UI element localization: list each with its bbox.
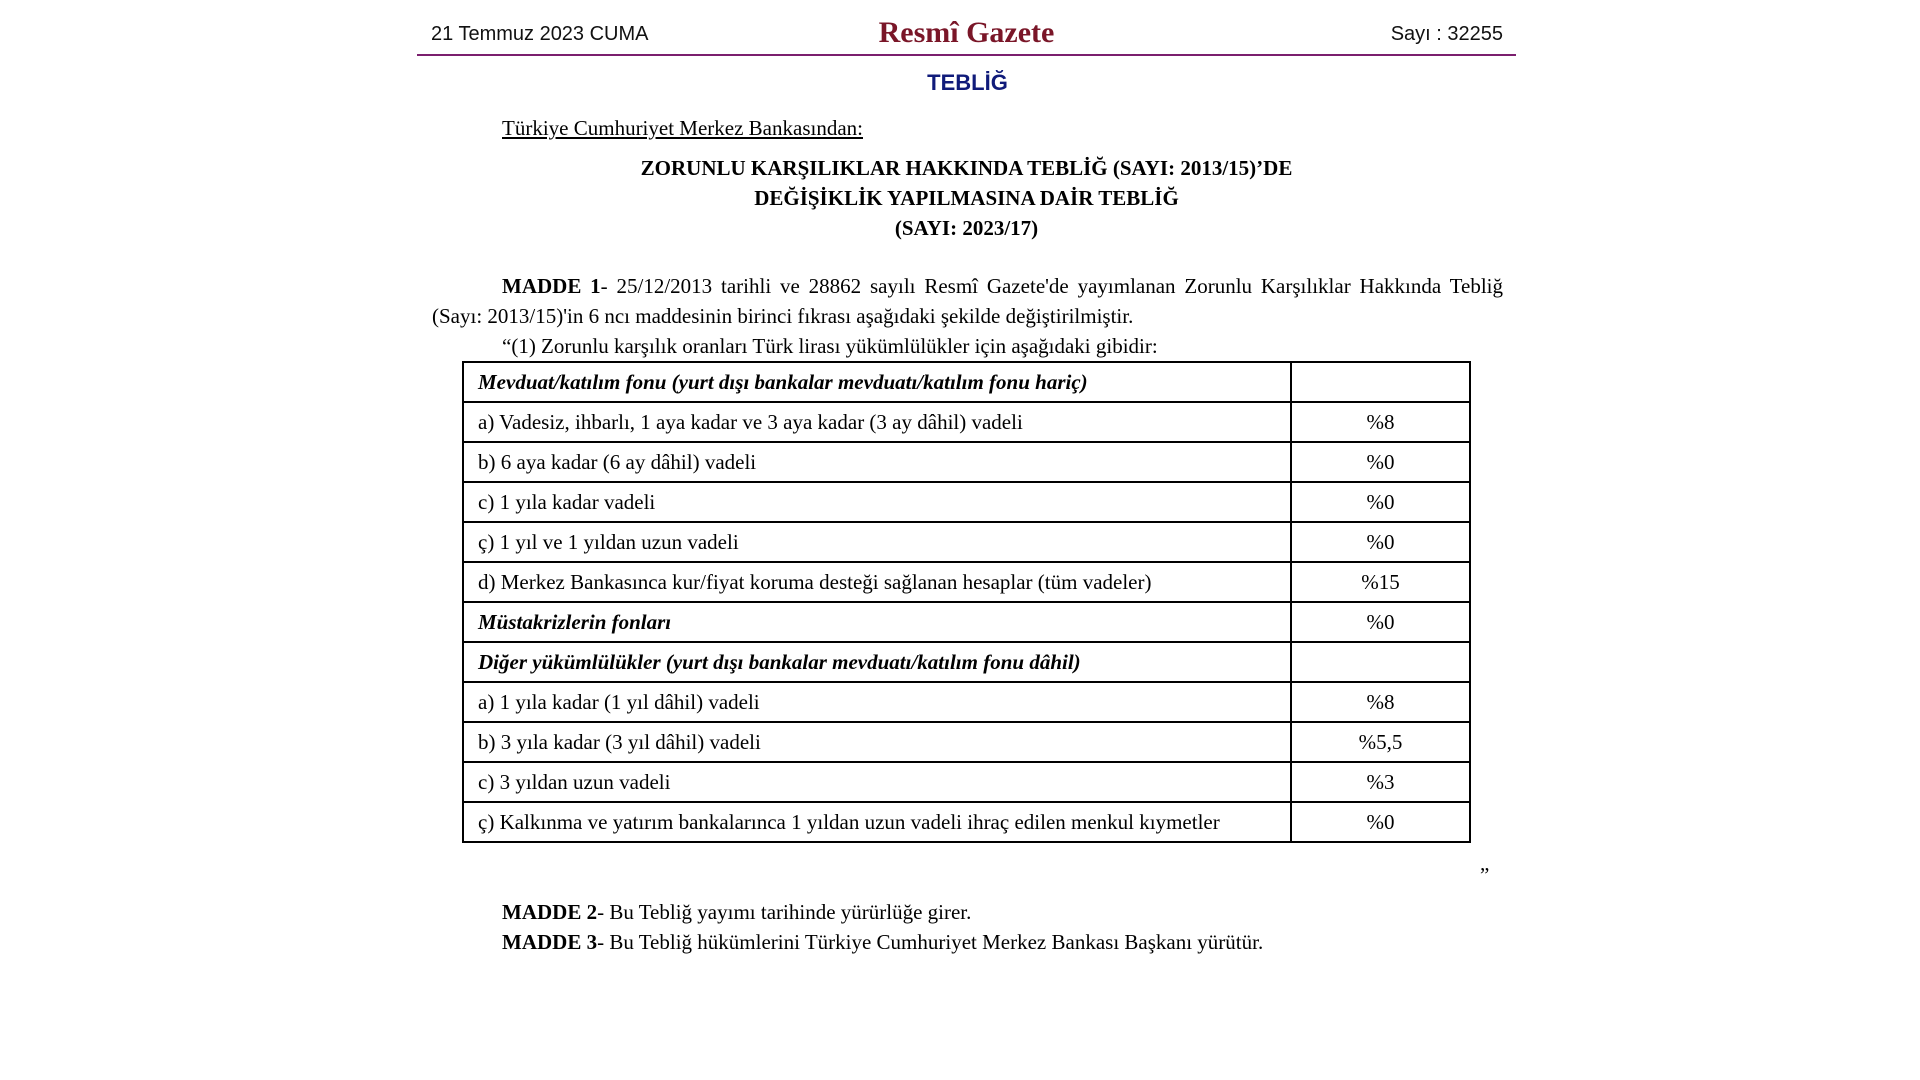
liability-label-cell: d) Merkez Bankasınca kur/fiyat koruma desteği sağlanan hesaplar (tüm vadeler): [463, 562, 1291, 602]
issue-number: Sayı : 32255: [1390, 23, 1503, 45]
article-1-quote-intro: “(1) Zorunlu karşılık oranları Türk lirası yükümlülükler için aşağıdaki gibidir:: [502, 334, 1158, 358]
article-1-text: - 25/12/2013 tarihli ve 28862 sayılı Resmî Gazete'de yayımlanan Zorunlu Karşılıklar Hakkında Tebliğ (Sayı: 2013/15)'in 6 ncı maddesinin birinci fıkrası aşağıdaki şekilde değiştirilmiştir.: [432, 274, 1503, 328]
liability-label-cell: ç) 1 yıl ve 1 yıldan uzun vadeli: [463, 522, 1291, 562]
table-row: [463, 602, 1470, 642]
reserve-rates-table: [462, 361, 1471, 843]
reserve-rate-cell: %0: [1291, 522, 1470, 562]
liability-label-cell: ç) Kalkınma ve yatırım bankalarınca 1 yıldan uzun vadeli ihraç edilen menkul kıymetler: [463, 802, 1291, 842]
liability-label-cell: a) Vadesiz, ihbarlı, 1 aya kadar ve 3 aya kadar (3 ay dâhil) vadeli: [463, 402, 1291, 442]
document-title: [417, 153, 1516, 243]
reserve-rate-cell: %0: [1291, 442, 1470, 482]
reserve-rates-body: [463, 362, 1470, 842]
gazette-title: Resmî Gazete: [878, 16, 1055, 49]
table-row: [463, 402, 1470, 442]
table-row: [463, 642, 1470, 682]
table-row: [463, 482, 1470, 522]
reserve-rate-cell: %3: [1291, 762, 1470, 802]
document-title-line-2: DEĞİŞİKLİK YAPILMASINA DAİR TEBLİĞ: [754, 186, 1179, 210]
table-row: [463, 562, 1470, 602]
reserve-rate-cell: %0: [1291, 602, 1470, 642]
table-row: [463, 522, 1470, 562]
liability-label-cell: b) 6 aya kadar (6 ay dâhil) vadeli: [463, 442, 1291, 482]
section-type-heading: TEBLİĞ: [927, 70, 1008, 95]
liability-label-cell: c) 3 yıldan uzun vadeli: [463, 762, 1291, 802]
article-2-paragraph: [502, 897, 971, 927]
publication-date: 21 Temmuz 2023 CUMA: [431, 23, 649, 45]
closing-quote: ”: [1480, 863, 1490, 887]
liability-label-cell: c) 1 yıla kadar vadeli: [463, 482, 1291, 522]
article-2-label: MADDE 2: [502, 900, 598, 924]
category-heading-cell: Müstakrizlerin fonları: [463, 602, 1291, 642]
table-row: [463, 762, 1470, 802]
liability-label-cell: a) 1 yıla kadar (1 yıl dâhil) vadeli: [463, 682, 1291, 722]
article-3-label: MADDE 3: [502, 930, 598, 954]
reserve-rate-cell: [1291, 362, 1470, 402]
reserve-rate-cell: %0: [1291, 802, 1470, 842]
article-3-text: - Bu Tebliğ hükümlerini Türkiye Cumhuriyet Merkez Bankası Başkanı yürütür.: [597, 930, 1264, 954]
reserve-rate-cell: %8: [1291, 402, 1470, 442]
article-1-label: MADDE 1: [502, 274, 601, 298]
article-2-text: - Bu Tebliğ yayımı tarihinde yürürlüğe girer.: [597, 900, 972, 924]
table-row: [463, 362, 1470, 402]
table-row: [463, 442, 1470, 482]
table-row: [463, 802, 1470, 842]
category-heading-cell: Mevduat/katılım fonu (yurt dışı bankalar mevduatı/katılım fonu hariç): [463, 362, 1291, 402]
reserve-rate-cell: %15: [1291, 562, 1470, 602]
liability-label-cell: b) 3 yıla kadar (3 yıl dâhil) vadeli: [463, 722, 1291, 762]
gazette-header: [417, 14, 1516, 56]
table-row: [463, 682, 1470, 722]
document-title-line-1: ZORUNLU KARŞILIKLAR HAKKINDA TEBLİĞ (SAYI: 2013/15)’DE: [640, 156, 1293, 180]
document-title-line-3: (SAYI: 2023/17): [894, 216, 1039, 240]
reserve-rate-cell: [1291, 642, 1470, 682]
reserve-rate-cell: %8: [1291, 682, 1470, 722]
reserve-rate-cell: %5,5: [1291, 722, 1470, 762]
reserve-rate-cell: %0: [1291, 482, 1470, 522]
article-3-paragraph: [502, 927, 1263, 957]
article-1-paragraph: [432, 271, 1503, 331]
table-row: [463, 722, 1470, 762]
category-heading-cell: Diğer yükümlülükler (yurt dışı bankalar mevduatı/katılım fonu dâhil): [463, 642, 1291, 682]
issuer-line: Türkiye Cumhuriyet Merkez Bankasından:: [502, 116, 863, 140]
